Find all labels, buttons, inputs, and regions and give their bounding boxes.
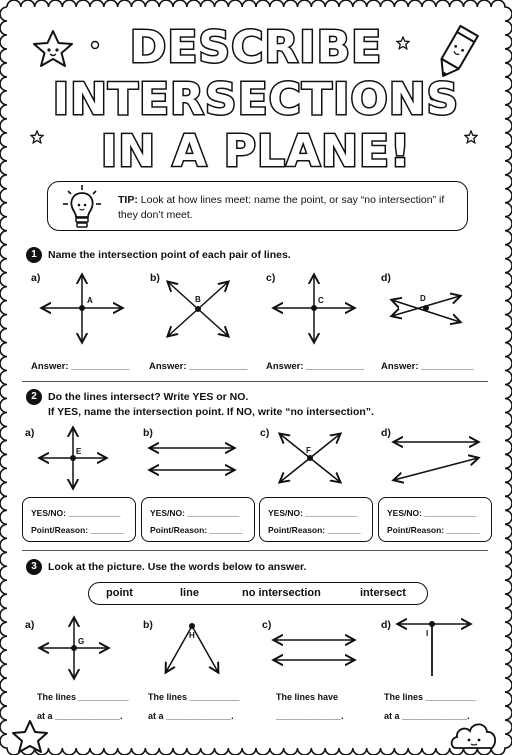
s2-answer-box-c — [259, 497, 373, 542]
s3-answer-b-line2[interactable]: at a _____________. — [148, 711, 234, 721]
s2-point-e-label: E — [76, 447, 82, 456]
section-divider — [22, 550, 488, 551]
s1-answer-a[interactable]: Answer: ___________ — [31, 361, 130, 372]
s2-point-reason-d[interactable]: Point/Reason: _______ — [387, 525, 480, 535]
s3-answer-d-line1[interactable]: The lines __________ — [384, 692, 476, 702]
s1-point-a-label: A — [87, 296, 93, 305]
s1-item-a-letter: a) — [31, 272, 41, 284]
s3-point-i-label: I — [426, 629, 429, 638]
s1-item-b-letter: b) — [150, 272, 160, 284]
title-line-1: DESCRIBE — [129, 22, 383, 73]
s2-point-reason-a[interactable]: Point/Reason: _______ — [31, 525, 124, 535]
s1-item-d-letter: d) — [381, 272, 391, 284]
s2-yes-no-a[interactable]: YES/NO: ___________ — [31, 508, 121, 518]
tip-text — [118, 193, 466, 223]
s3-diagram-a — [40, 618, 108, 678]
s2-point-f-label: F — [306, 446, 311, 455]
s2-diagram-d — [394, 442, 478, 480]
cloud-icon — [448, 712, 500, 752]
s2-item-a-letter: a) — [25, 427, 35, 439]
s3-answer-c-line1: The lines have — [276, 692, 339, 702]
s1-diagram-c — [274, 275, 354, 342]
s3-item-b-letter: b) — [143, 619, 153, 631]
title-line-3: IN A PLANE! — [100, 126, 412, 177]
s2-item-c-letter: c) — [260, 427, 270, 439]
s3-point-g-label: G — [78, 637, 85, 646]
s2-diagram-c — [280, 434, 340, 482]
lightbulb-icon — [60, 183, 104, 229]
section-3-diagrams — [0, 612, 512, 687]
s1-diagram-a — [42, 275, 122, 342]
s2-answer-box-b — [141, 497, 255, 542]
s1-diagram-b — [168, 282, 228, 336]
s3-item-a-letter: a) — [25, 619, 35, 631]
s1-answer-b[interactable]: Answer: ___________ — [149, 361, 248, 372]
tip-body: Look at how lines meet: name the point, or say “no intersection” if they don’t meet. — [118, 194, 445, 221]
s3-answer-c-line2[interactable]: _____________. — [276, 711, 344, 721]
s1-answer-d[interactable]: Answer: __________ — [381, 361, 474, 372]
s3-answer-d-line2[interactable]: at a _____________. — [384, 711, 470, 721]
s3-answer-a-line1[interactable]: The lines __________ — [37, 692, 129, 702]
s3-answer-a-line2[interactable]: at a _____________. — [37, 711, 123, 721]
section-1-instruction: Name the intersection point of each pair of lines. — [48, 249, 291, 261]
s1-point-d-label: D — [420, 294, 426, 303]
section-2-diagrams — [0, 420, 512, 495]
s3-item-c-letter: c) — [262, 619, 272, 631]
section-3-number: 3 — [26, 559, 42, 575]
s3-item-d-letter: d) — [381, 619, 391, 631]
s2-diagram-b — [150, 448, 234, 470]
s2-item-d-letter: d) — [381, 427, 391, 439]
word-bank-point: point — [106, 587, 133, 599]
star-icon — [10, 718, 50, 754]
s2-answer-box-a — [22, 497, 136, 542]
s3-answer-b-line1[interactable]: The lines __________ — [148, 692, 240, 702]
section-1-diagrams — [0, 270, 512, 360]
s2-point-reason-c[interactable]: Point/Reason: _______ — [268, 525, 361, 535]
word-bank-intersect: intersect — [360, 587, 406, 599]
s3-point-h-label: H — [189, 631, 195, 640]
s3-diagram-b — [166, 623, 218, 672]
s2-point-reason-b[interactable]: Point/Reason: _______ — [150, 525, 243, 535]
section-2-instruction-2: If YES, name the intersection point. If NO, write “no intersection”. — [48, 406, 374, 418]
s1-answer-c[interactable]: Answer: ___________ — [266, 361, 365, 372]
s2-diagram-a — [40, 428, 106, 488]
word-bank-line: line — [180, 587, 199, 599]
s3-diagram-d — [398, 621, 470, 676]
s2-yes-no-c[interactable]: YES/NO: ___________ — [268, 508, 358, 518]
section-divider — [22, 381, 488, 382]
section-2-instruction-1: Do the lines intersect? Write YES or NO. — [48, 391, 249, 403]
s1-item-c-letter: c) — [266, 272, 276, 284]
tip-label: TIP: — [118, 194, 138, 206]
s3-diagram-c — [274, 640, 354, 660]
section-1-number: 1 — [26, 247, 42, 263]
title-line-2: INTERSECTIONS — [52, 74, 460, 125]
section-3-instruction: Look at the picture. Use the words below to answer. — [48, 561, 307, 573]
section-2-number: 2 — [26, 389, 42, 405]
s2-yes-no-d[interactable]: YES/NO: ___________ — [387, 508, 477, 518]
s1-diagram-d — [392, 294, 460, 322]
page-title — [0, 18, 512, 178]
s2-yes-no-b[interactable]: YES/NO: ___________ — [150, 508, 240, 518]
s2-answer-box-d — [378, 497, 492, 542]
word-bank-no-intersection: no intersection — [242, 587, 321, 599]
s1-point-c-label: C — [318, 296, 324, 305]
s2-item-b-letter: b) — [143, 427, 153, 439]
s1-point-b-label: B — [195, 295, 201, 304]
